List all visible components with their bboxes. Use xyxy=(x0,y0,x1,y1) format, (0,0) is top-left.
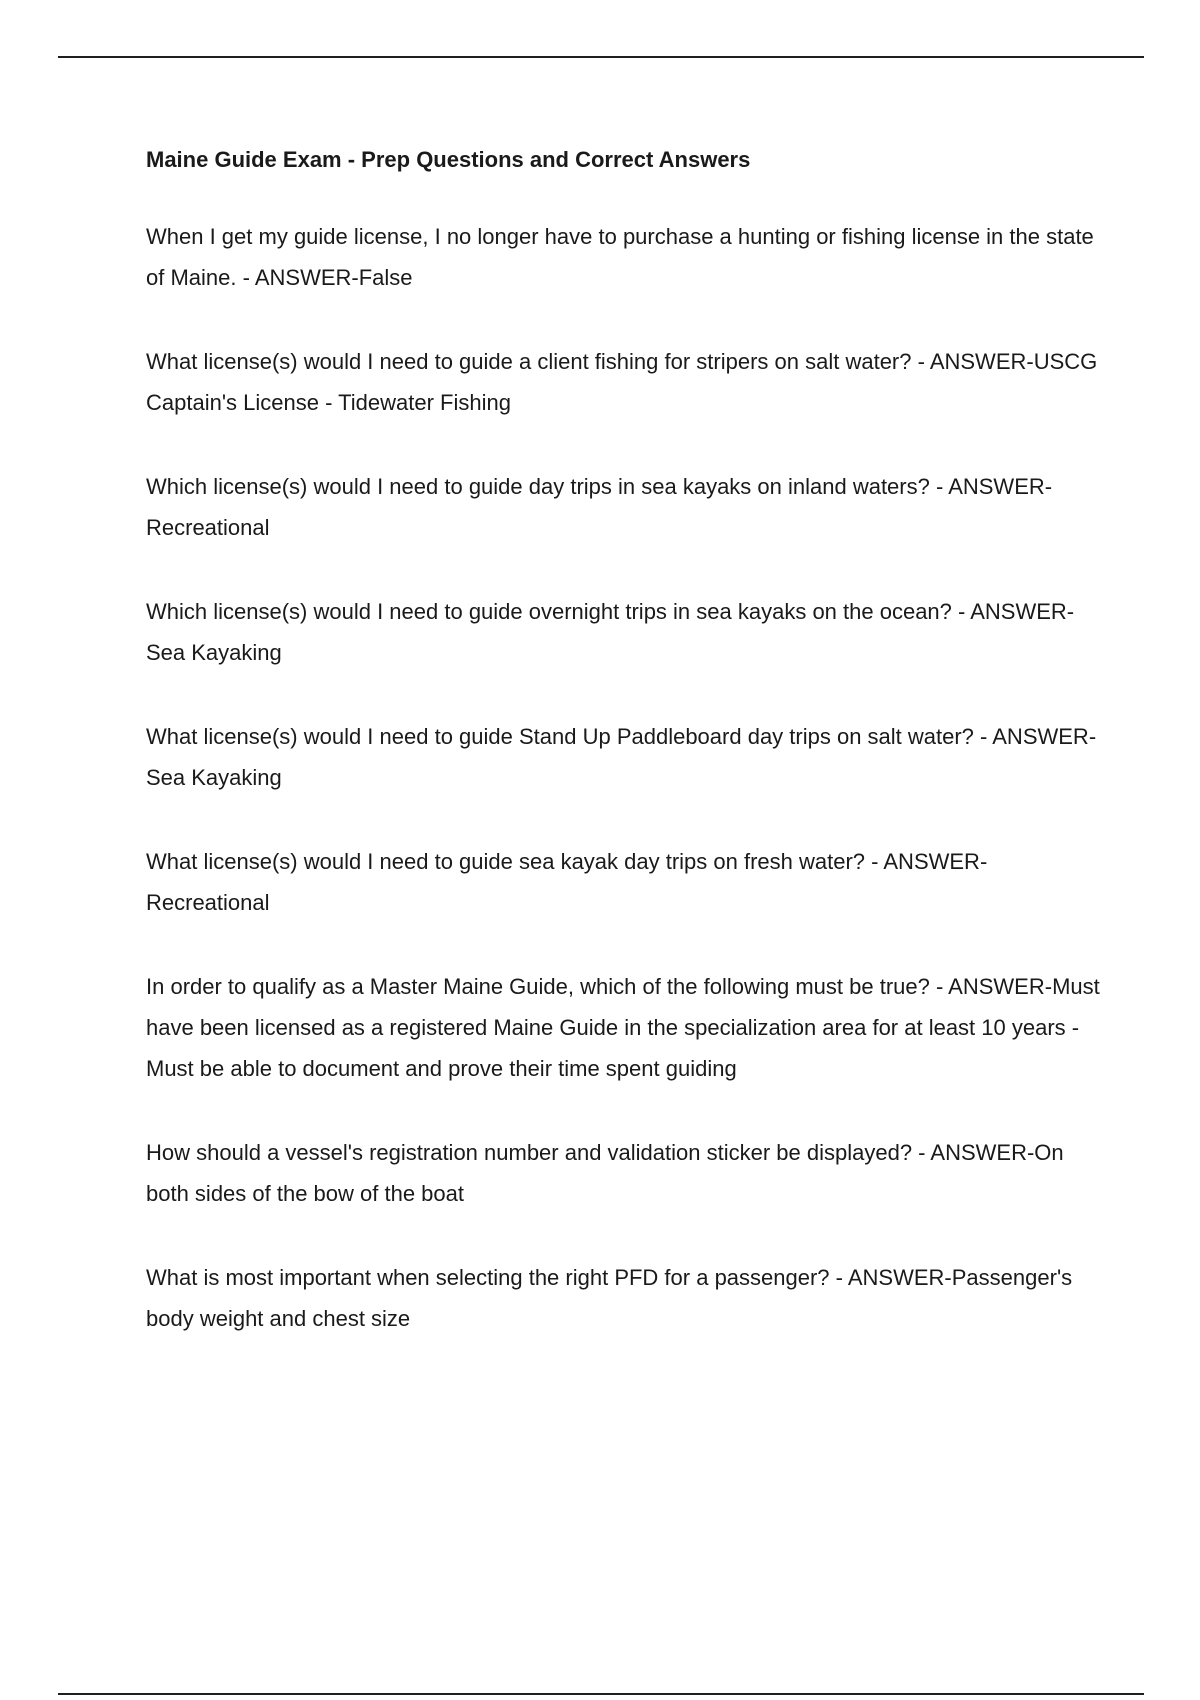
document-body xyxy=(146,136,1106,1382)
qa-item: What license(s) would I need to guide Stand Up Paddleboard day trips on salt water? - ANSWER-Sea Kayaking xyxy=(146,724,1097,790)
qa-item: Which license(s) would I need to guide overnight trips in sea kayaks on the ocean? - ANSWER-Sea Kayaking xyxy=(146,599,1075,665)
qa-item: In order to qualify as a Master Maine Guide, which of the following must be true? - ANSWER-Must have been licensed as a registered Maine Guide in the specialization area for at least 10 years - Must be able to document and prove their time spent guiding xyxy=(146,974,1100,1081)
qa-item: What is most important when selecting the right PFD for a passenger? - ANSWER-Passenger's body weight and chest size xyxy=(146,1265,1073,1331)
qa-item: When I get my guide license, I no longer have to purchase a hunting or fishing license in the state of Maine. - ANSWER-False xyxy=(146,224,1094,290)
footer-rule xyxy=(58,1693,1144,1695)
document-title: Maine Guide Exam - Prep Questions and Correct Answers xyxy=(146,147,751,172)
header-rule xyxy=(58,56,1144,58)
qa-item: What license(s) would I need to guide sea kayak day trips on fresh water? - ANSWER-Recreational xyxy=(146,849,988,915)
qa-item: How should a vessel's registration number and validation sticker be displayed? - ANSWER-On both sides of the bow of the boat xyxy=(146,1140,1064,1206)
qa-item: Which license(s) would I need to guide day trips in sea kayaks on inland waters? - ANSWER-Recreational xyxy=(146,474,1053,540)
qa-item: What license(s) would I need to guide a client fishing for stripers on salt water? - ANSWER-USCG Captain's License - Tidewater Fishing xyxy=(146,349,1098,415)
